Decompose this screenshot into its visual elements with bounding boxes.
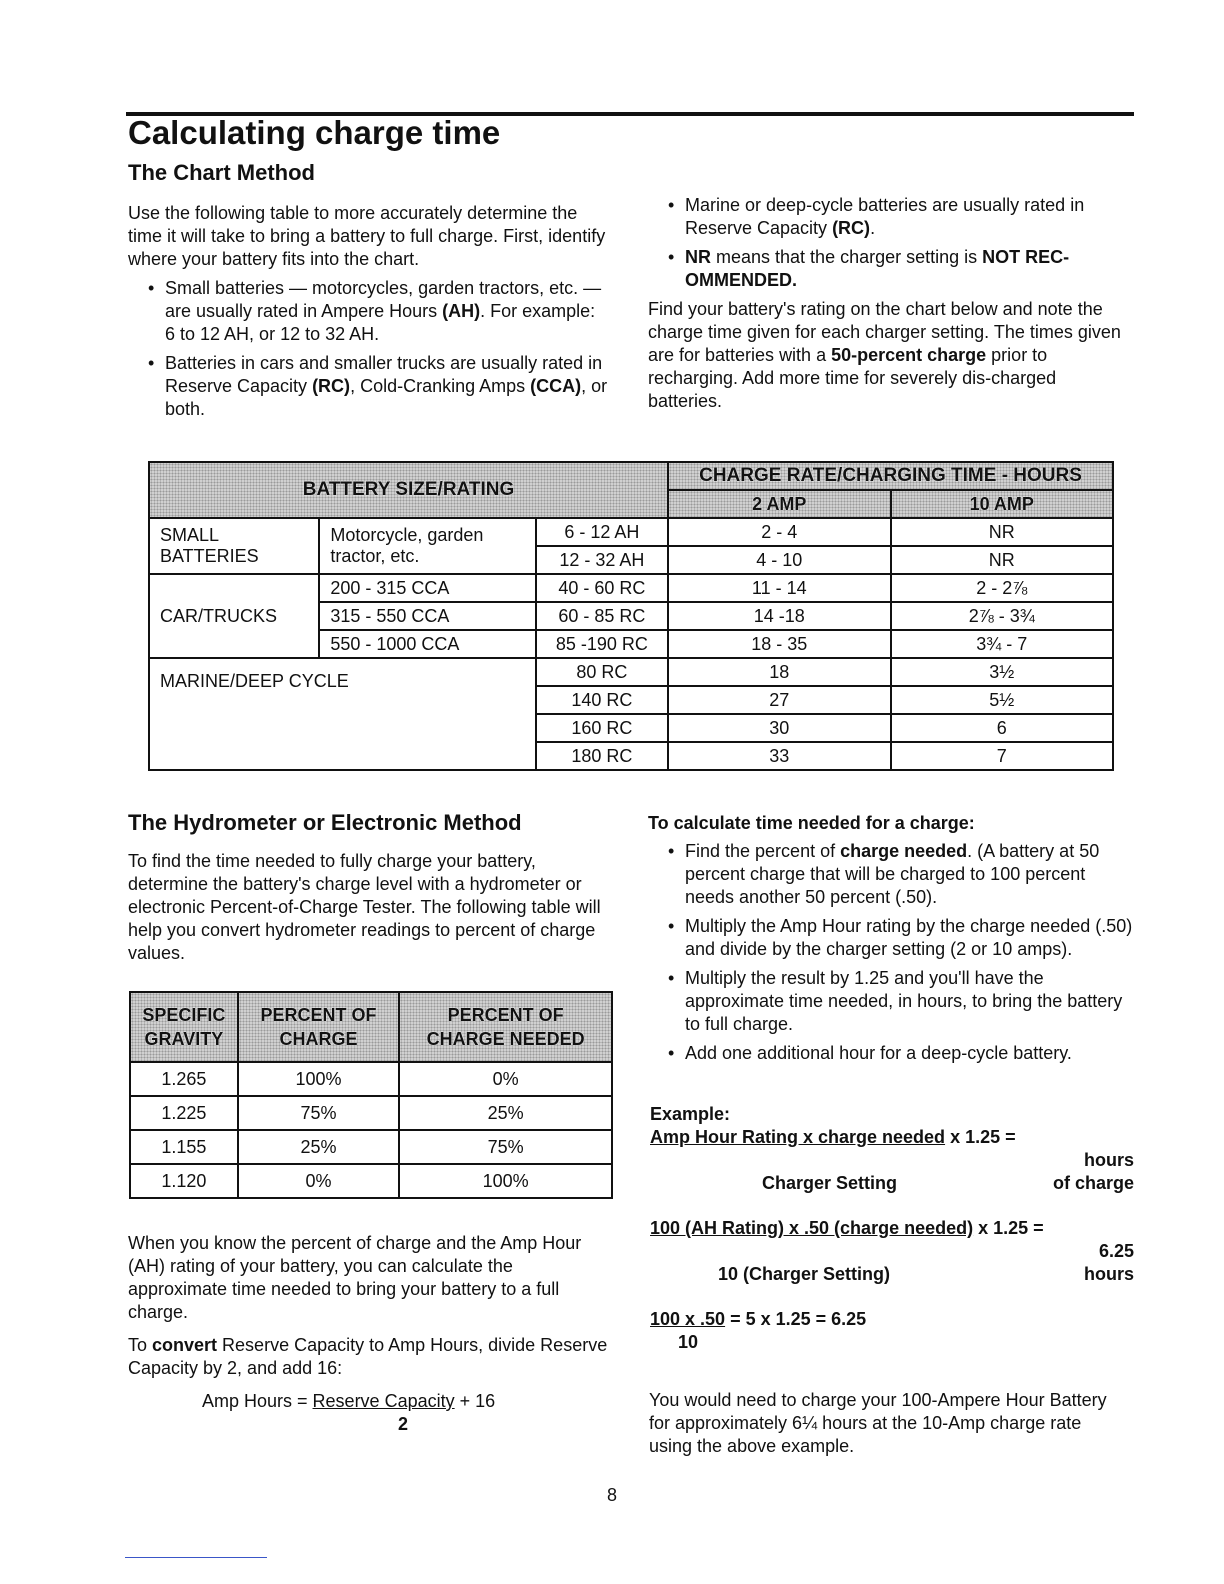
header-2-amp: 2 AMP [668, 490, 890, 518]
time-10amp-cell: 2 - 2⅞ [891, 574, 1114, 602]
calculate-steps [648, 840, 1138, 1071]
marine-deep-cycle-label: MARINE/DEEP CYCLE [149, 658, 536, 770]
list-item: • Marine or deep-cycle batteries are usually rated in Reserve Capacity (RC). [648, 194, 1134, 240]
list-item: • Batteries in cars and smaller trucks are usually rated in Reserve Capacity (RC), Cold-Cranking Amps (CCA), or both. [128, 352, 608, 421]
example-2-value: 6.25 [1098, 1241, 1134, 1261]
percent-cell: 0% [238, 1164, 399, 1198]
rating-cell: 60 - 85 RC [536, 602, 668, 630]
gravity-cell: 1.225 [130, 1096, 238, 1130]
amp-hours-formula-denominator: 2 [398, 1414, 409, 1434]
example-1-of-charge: of charge [1052, 1173, 1134, 1193]
small-batteries-label: SMALL BATTERIES [149, 518, 319, 574]
time-2amp-cell: 33 [668, 742, 890, 770]
example-formula-3: 100 x .50 = 5 x 1.25 = 6.25 [650, 1309, 867, 1329]
find-rating-paragraph: Find your battery's rating on the chart below and note the charge time given for each charger setting. The times given are for batteries with a 50-percent charge prior to recharging. Add more time for severely dis-charged batteries. [648, 299, 1121, 411]
page-title: Calculating charge time [128, 114, 501, 151]
percent-cell: 25% [238, 1130, 399, 1164]
rating-cell: 40 - 60 RC [536, 574, 668, 602]
rating-cell: 80 RC [536, 658, 668, 686]
table-row [149, 658, 1113, 686]
time-2amp-cell: 30 [668, 714, 890, 742]
example-2-hours: hours [1083, 1264, 1134, 1284]
chart-method-left [128, 202, 608, 427]
header-percent-needed: PERCENT OF CHARGE NEEDED [399, 992, 612, 1062]
rating-cell: 6 - 12 AH [536, 518, 668, 546]
gravity-cell: 1.120 [130, 1164, 238, 1198]
header-10-amp: 10 AMP [891, 490, 1114, 518]
time-10amp-cell: 2⅞ - 3¾ [891, 602, 1114, 630]
example-1-denominator: Charger Setting [762, 1173, 898, 1193]
cca-cell: 200 - 315 CCA [319, 574, 535, 602]
table-row [130, 1096, 612, 1130]
hydrometer-table [129, 991, 613, 1199]
rating-cell: 140 RC [536, 686, 668, 714]
hydrometer-heading: The Hydrometer or Electronic Method [128, 810, 522, 835]
rating-cell: 180 RC [536, 742, 668, 770]
time-10amp-cell: 3¾ - 7 [891, 630, 1114, 658]
needed-cell: 0% [399, 1062, 612, 1096]
table-row [149, 574, 1113, 602]
car-trucks-label: CAR/TRUCKS [149, 574, 319, 658]
rating-cell: 160 RC [536, 714, 668, 742]
example-3-denominator: 10 [678, 1332, 699, 1352]
list-item: • Multiply the result by 1.25 and you'll have the approximate time needed, in hours, to bring the battery to full charge. [648, 967, 1138, 1036]
chart-method-right [648, 194, 1134, 413]
percent-cell: 75% [238, 1096, 399, 1130]
gravity-cell: 1.265 [130, 1062, 238, 1096]
header-specific-gravity: SPECIFIC GRAVITY [130, 992, 238, 1062]
list-item: • Add one additional hour for a deep-cycle battery. [648, 1042, 1138, 1065]
time-10amp-cell: 3½ [891, 658, 1114, 686]
needed-cell: 75% [399, 1130, 612, 1164]
cca-cell: 550 - 1000 CCA [319, 630, 535, 658]
time-2amp-cell: 2 - 4 [668, 518, 890, 546]
time-10amp-cell: 6 [891, 714, 1114, 742]
calculate-heading: To calculate time needed for a charge: [648, 813, 975, 833]
header-charge-rate: CHARGE RATE/CHARGING TIME - HOURS [668, 462, 1113, 490]
table-row [130, 1130, 612, 1164]
time-2amp-cell: 27 [668, 686, 890, 714]
time-10amp-cell: NR [891, 546, 1114, 574]
chart-method-list-right [648, 194, 1134, 292]
conclusion-paragraph: You would need to charge your 100-Ampere Hour Battery for approximately 6¼ hours at the 10-Amp charge rate using the above example. [649, 1390, 1107, 1456]
list-item: • NR means that the charger setting is NOT REC-OMMENDED. [648, 246, 1134, 292]
time-2amp-cell: 18 [668, 658, 890, 686]
time-10amp-cell: 5½ [891, 686, 1114, 714]
amp-hours-formula: Amp Hours = Reserve Capacity + 16 [202, 1391, 496, 1411]
footer-line [125, 1557, 267, 1558]
example-formula-2: 100 (AH Rating) x .50 (charge needed) x 1.25 = [650, 1218, 1044, 1238]
gravity-cell: 1.155 [130, 1130, 238, 1164]
chart-method-list-left [128, 277, 608, 421]
example-1-hours: hours [1083, 1150, 1134, 1170]
list-item: • Multiply the Amp Hour rating by the charge needed (.50) and divide by the charger setting (2 or 10 amps). [648, 915, 1138, 961]
percent-cell: 100% [238, 1062, 399, 1096]
convert-paragraph: To convert Reserve Capacity to Amp Hours, divide Reserve Capacity by 2, and add 16: [128, 1335, 608, 1378]
cca-cell: 315 - 550 CCA [319, 602, 535, 630]
list-item: • Small batteries — motorcycles, garden tractors, etc. — are usually rated in Ampere Hours (AH). For example: 6 to 12 AH, or 12 to 32 AH. [128, 277, 608, 346]
table-row [130, 1062, 612, 1096]
example-label: Example: [650, 1104, 731, 1124]
page-number: 8 [606, 1485, 617, 1505]
list-item: • Find the percent of charge needed. (A battery at 50 percent charge that will be charged to 100 percent needs another 50 percent (.50). [648, 840, 1138, 909]
needed-cell: 100% [399, 1164, 612, 1198]
charge-time-table [148, 461, 1114, 771]
time-10amp-cell: 7 [891, 742, 1114, 770]
needed-cell: 25% [399, 1096, 612, 1130]
know-percent-paragraph: When you know the percent of charge and the Amp Hour (AH) rating of your battery, you can calculate the approximate time needed to bring your battery to a full charge. [128, 1233, 582, 1322]
small-batteries-desc: Motorcycle, garden tractor, etc. [319, 518, 535, 574]
chart-method-heading: The Chart Method [128, 160, 315, 185]
header-battery-size: BATTERY SIZE/RATING [149, 462, 668, 518]
time-2amp-cell: 14 -18 [668, 602, 890, 630]
table-row [149, 518, 1113, 546]
time-2amp-cell: 11 - 14 [668, 574, 890, 602]
table-row [130, 1164, 612, 1198]
time-2amp-cell: 18 - 35 [668, 630, 890, 658]
rating-cell: 85 -190 RC [536, 630, 668, 658]
example-formula-1: Amp Hour Rating x charge needed x 1.25 = [650, 1127, 1016, 1147]
time-2amp-cell: 4 - 10 [668, 546, 890, 574]
rating-cell: 12 - 32 AH [536, 546, 668, 574]
hydrometer-intro: To find the time needed to fully charge your battery, determine the battery's charge level with a hydrometer or electronic Percent-of-Charge Tester. The following table will help you convert hydrometer readings to percent of charge values. [128, 851, 601, 963]
header-percent-of-charge: PERCENT OF CHARGE [238, 992, 399, 1062]
time-10amp-cell: NR [891, 518, 1114, 546]
example-2-denominator: 10 (Charger Setting) [718, 1264, 891, 1284]
chart-method-intro: Use the following table to more accurately determine the time it will take to bring a battery to full charge. First, identify where your battery fits into the chart. [128, 203, 606, 269]
